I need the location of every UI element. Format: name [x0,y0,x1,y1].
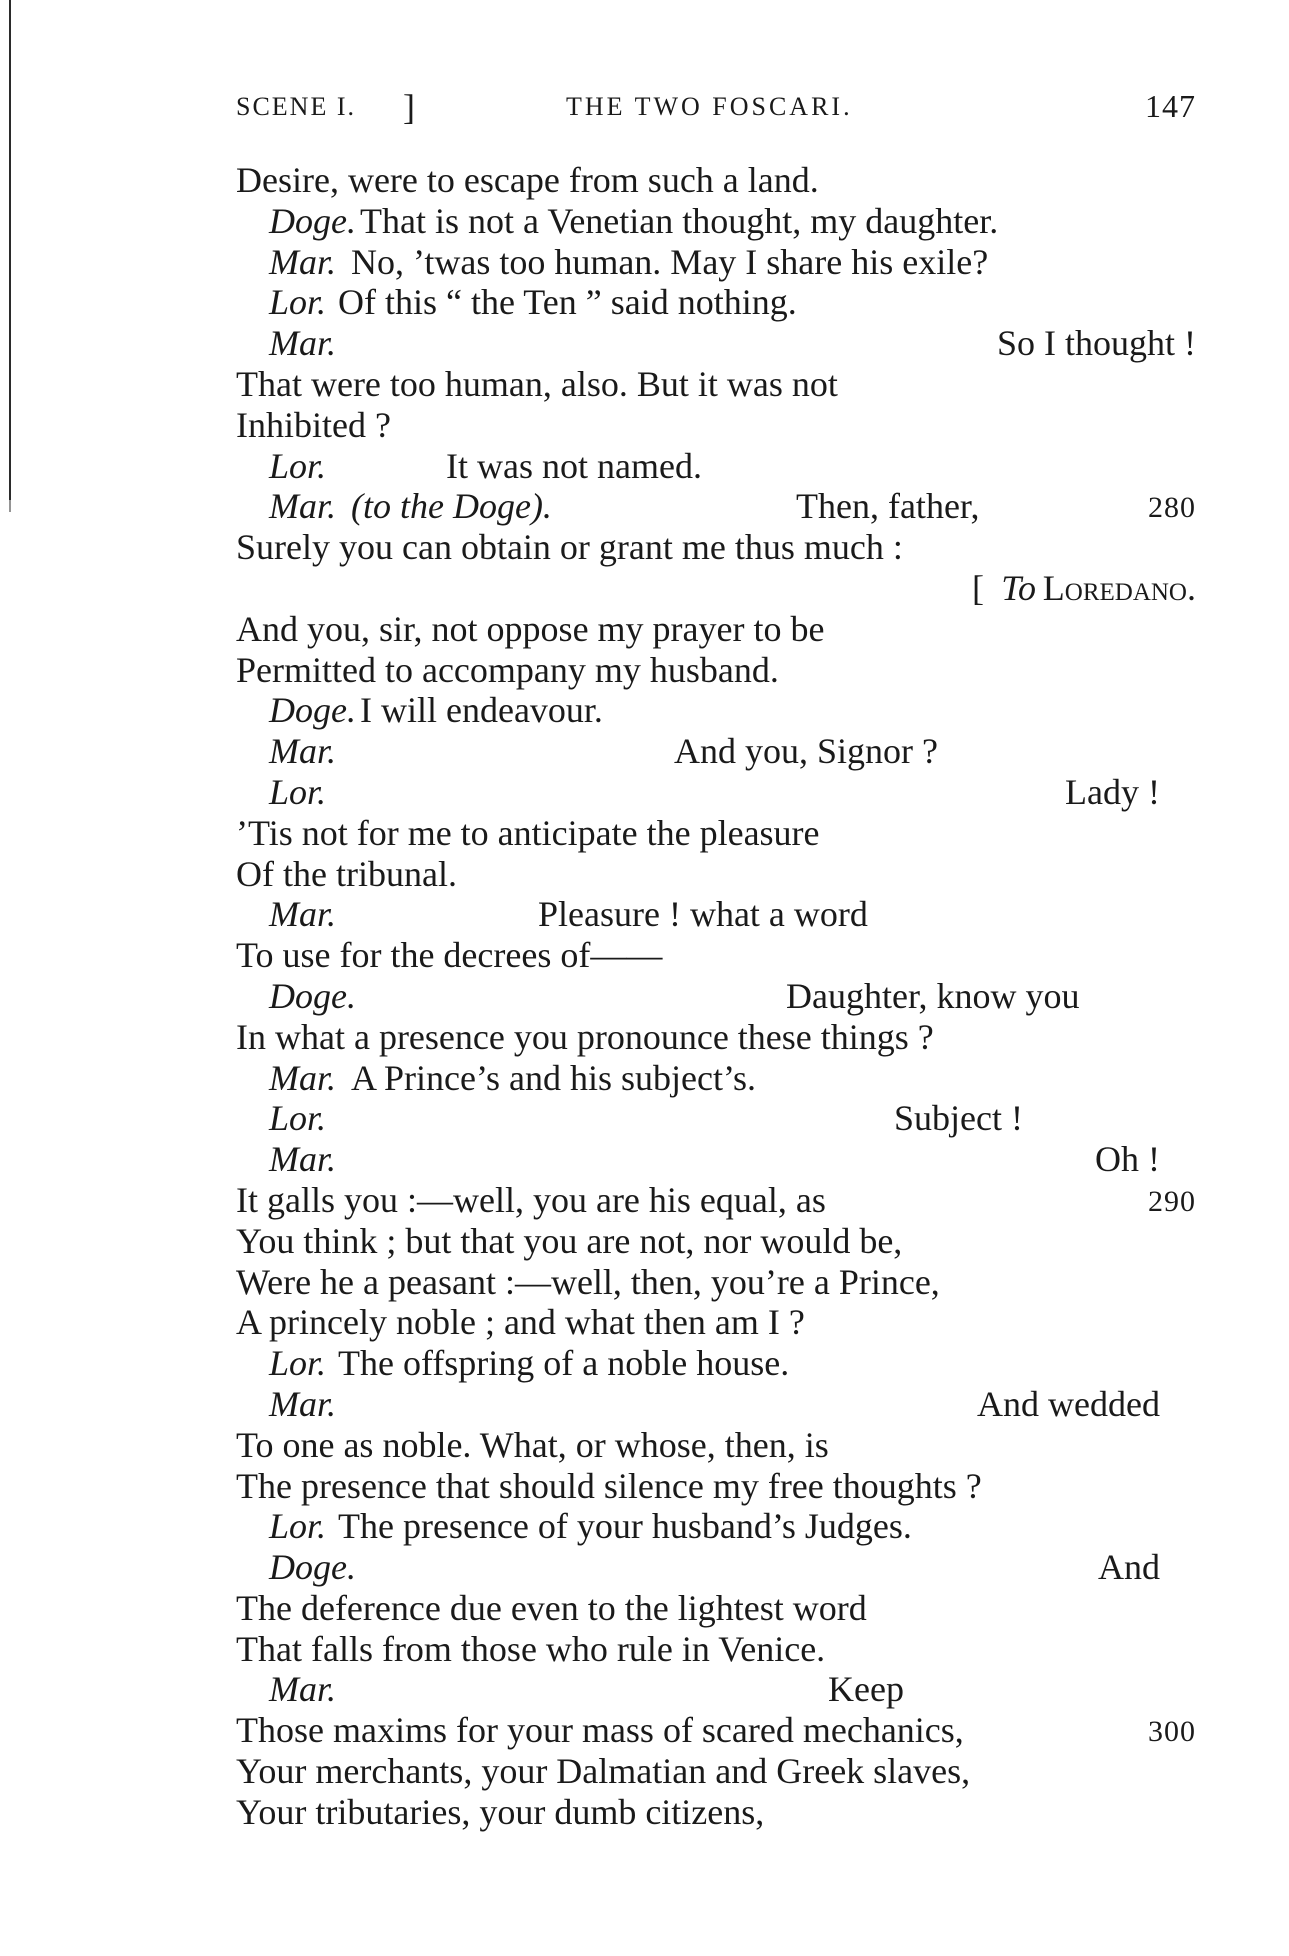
verse-text: I will endeavour. [360,690,603,731]
verse-text: Subject ! [894,1098,1023,1139]
verse-line [236,282,1196,323]
verse-text: A princely noble ; and what then am I ? [236,1302,805,1343]
verse-line [236,160,1196,201]
running-header [236,86,1196,126]
verse-text: Daughter, know you [786,975,1080,1016]
verse-line [236,1343,1196,1384]
line-number: 300 [1148,1715,1196,1749]
verse-text: Of this “ the Ten ” said nothing. [338,282,797,323]
verse-text: No, ’twas too human. May I share his exile? [351,241,989,282]
verse-line [236,976,1196,1017]
speaker-name: Mar. [269,323,337,364]
speaker-name: Lor. [269,1506,327,1547]
verse-line [236,1221,1196,1262]
verse-text: Your merchants, your Dalmatian and Greek slaves, [236,1751,971,1792]
verse-line [236,1139,1196,1180]
verse-text: Pleasure ! what a word [538,894,868,935]
verse-line [236,772,1196,813]
verse-line [236,1792,1196,1833]
verse-text: The deference due even to the lightest word [236,1587,867,1628]
verse-text: Your tributaries, your dumb citizens, [236,1791,765,1832]
verse-line [236,1384,1196,1425]
speaker-name: Doge. [269,1547,356,1588]
speaker-name: Lor. [269,1098,327,1139]
page-binding-edge-mark [9,500,11,512]
speaker-name: Mar. [269,1057,337,1098]
verse-text: The offspring of a noble house. [338,1343,790,1384]
stage-bracket: [ [972,567,984,608]
stage-direction: (to the Doge). [351,486,552,527]
verse-line [236,323,1196,364]
stage-direction-to: To [1001,567,1036,608]
verse-line [236,1751,1196,1792]
verse-text: A Prince’s and his subject’s. [351,1057,756,1098]
verse-line [236,854,1196,895]
verse-line [236,1302,1196,1343]
speaker-name: Mar. [269,241,337,282]
verse-text: And you, sir, not oppose my prayer to be [236,608,825,649]
verse-text: That is not a Venetian thought, my daughter. [360,200,999,241]
verse-text: It was not named. [446,445,702,486]
verse-line [236,731,1196,772]
verse-line [236,609,1196,650]
verse-text: And wedded [977,1383,1160,1424]
verse-line [236,813,1196,854]
verse-text: And [1098,1547,1160,1588]
play-text [236,160,1196,1833]
verse-line [236,1466,1196,1507]
speaker-name: Mar. [269,1383,337,1424]
verse-line [236,1180,1196,1221]
verse-line [236,242,1196,283]
verse-text: The presence that should silence my free thoughts ? [236,1465,982,1506]
line-number: 290 [1148,1184,1196,1218]
verse-text: You think ; but that you are not, nor would be, [236,1220,903,1261]
verse-line [236,894,1196,935]
speaker-name: Mar. [269,1669,337,1710]
verse-line [236,1547,1196,1588]
speaker-name: Mar. [269,894,337,935]
verse-line [236,935,1196,976]
verse-text: Lady ! [1065,771,1160,812]
verse-line [236,690,1196,731]
verse-line [236,527,1196,568]
verse-text: Inhibited ? [236,404,391,445]
page-number: 147 [1145,88,1196,124]
speaker-name: Mar. [269,1139,337,1180]
verse-text: That were too human, also. But it was not [236,363,838,404]
verse-line [236,650,1196,691]
verse-line [236,1588,1196,1629]
header-bracket: ] [403,87,417,127]
verse-line [236,486,1196,527]
verse-text: So I thought ! [996,323,1196,364]
verse-text: Those maxims for your mass of scared mechanics, [236,1710,964,1751]
header-scene: SCENE I. [236,92,356,121]
verse-line [236,1098,1196,1139]
verse-line [236,1262,1196,1303]
verse-text: Were he a peasant :—well, then, you’re a Prince, [236,1261,940,1302]
verse-text: The presence of your husband’s Judges. [338,1506,912,1547]
verse-line [236,1058,1196,1099]
speaker-name: Doge. [269,200,356,241]
verse-text: And you, Signor ? [674,731,938,772]
verse-line [236,446,1196,487]
speaker-name: Mar. [269,731,337,772]
verse-line [236,1017,1196,1058]
verse-line [236,405,1196,446]
speaker-name: Lor. [269,445,327,486]
verse-line [236,1629,1196,1670]
verse-line [236,1669,1196,1710]
line-number: 280 [1148,491,1196,525]
verse-line [236,1506,1196,1547]
speaker-name: Doge. [269,975,356,1016]
verse-text: Then, father, [796,486,980,527]
verse-text: In what a presence you pronounce these things ? [236,1016,934,1057]
verse-text: To use for the decrees of—— [236,935,663,976]
verse-text: To one as noble. What, or whose, then, is [236,1424,829,1465]
stage-character-name: Loredano. [1042,567,1196,608]
speaker-name: Lor. [269,1343,327,1384]
verse-text: Of the tribunal. [236,853,457,894]
verse-text: That falls from those who rule in Venice. [236,1628,826,1669]
verse-line [236,1710,1196,1751]
verse-text: It galls you :—well, you are his equal, as [236,1179,826,1220]
speaker-name: Lor. [269,282,327,323]
header-title: THE TWO FOSCARI. [566,92,853,121]
verse-text: Oh ! [1095,1139,1160,1180]
speaker-name: Mar. [269,486,337,527]
page-binding-edge [9,0,11,500]
speaker-name: Doge. [269,690,356,731]
verse-text: Surely you can obtain or grant me thus much : [236,527,903,568]
speaker-name: Lor. [269,771,327,812]
stage-direction-line [236,568,1196,609]
verse-text: Keep [828,1669,904,1710]
verse-line [236,1425,1196,1466]
verse-line [236,364,1196,405]
verse-text: Permitted to accompany my husband. [236,649,779,690]
verse-line [236,201,1196,242]
verse-text: ’Tis not for me to anticipate the pleasure [236,812,820,853]
verse-text: Desire, were to escape from such a land. [236,160,819,200]
